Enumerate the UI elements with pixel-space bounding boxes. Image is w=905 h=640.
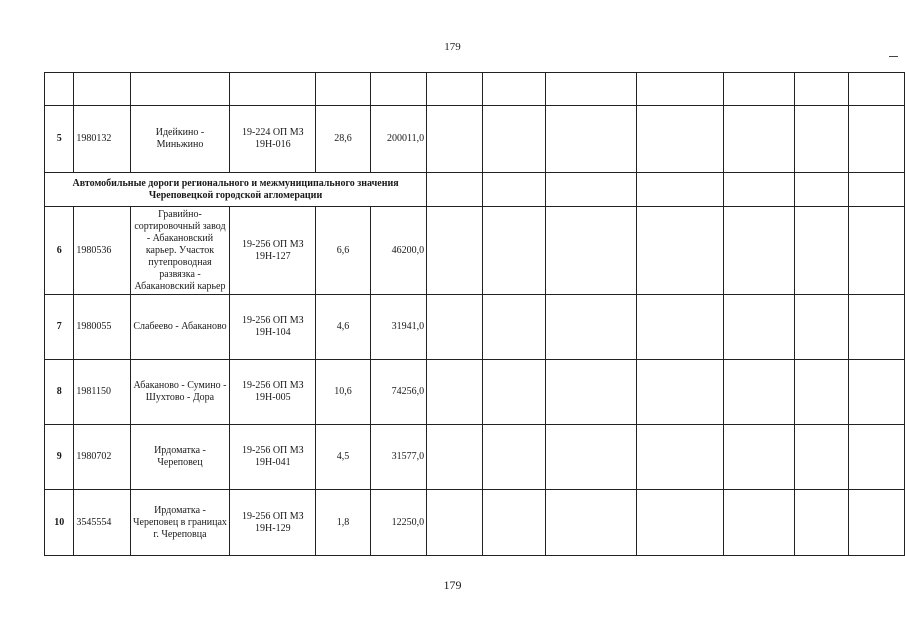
empty-cell — [427, 490, 482, 556]
road-code: 1981150 — [74, 360, 130, 425]
empty-cell — [427, 207, 482, 295]
road-name: Ирдоматка - Череповец — [130, 425, 230, 490]
road-identifier: 19-256 ОП МЗ 19Н-127 — [230, 207, 316, 295]
road-length: 6,6 — [316, 207, 370, 295]
empty-cell — [316, 73, 370, 106]
empty-cell — [74, 73, 130, 106]
road-name: Гравийно-сортировочный завод - Абакановский карьер. Участок путепроводная развязка - Абакановский карьер — [130, 207, 230, 295]
empty-cell — [724, 106, 795, 173]
empty-cell — [130, 73, 230, 106]
road-identifier: 19-256 ОП МЗ 19Н-129 — [230, 490, 316, 556]
table-row — [45, 295, 905, 360]
road-value: 200011,0 — [370, 106, 426, 173]
empty-cell — [45, 73, 74, 106]
road-value: 74256,0 — [370, 360, 426, 425]
section-row — [45, 173, 905, 207]
empty-cell — [427, 73, 482, 106]
empty-cell — [546, 207, 636, 295]
row-number: 9 — [45, 425, 74, 490]
empty-cell — [546, 106, 636, 173]
row-number: 5 — [45, 106, 74, 173]
empty-cell — [795, 173, 849, 207]
empty-cell — [795, 73, 849, 106]
road-code: 1980536 — [74, 207, 130, 295]
empty-cell — [546, 360, 636, 425]
empty-cell — [849, 207, 905, 295]
road-table — [44, 72, 905, 556]
empty-cell — [546, 73, 636, 106]
row-number: 10 — [45, 490, 74, 556]
road-code: 3545554 — [74, 490, 130, 556]
empty-cell — [724, 73, 795, 106]
road-value: 31577,0 — [370, 425, 426, 490]
road-identifier: 19-256 ОП МЗ 19Н-041 — [230, 425, 316, 490]
empty-cell — [849, 295, 905, 360]
row-number: 8 — [45, 360, 74, 425]
empty-cell — [427, 360, 482, 425]
road-length: 4,6 — [316, 295, 370, 360]
road-length: 4,5 — [316, 425, 370, 490]
empty-cell — [427, 106, 482, 173]
empty-cell — [795, 490, 849, 556]
empty-cell — [636, 425, 724, 490]
empty-cell — [482, 295, 545, 360]
empty-cell — [427, 173, 482, 207]
road-name: Идейкино - Миньжино — [130, 106, 230, 173]
row-number: 6 — [45, 207, 74, 295]
table-row — [45, 490, 905, 556]
empty-cell — [482, 360, 545, 425]
empty-cell — [724, 295, 795, 360]
empty-cell — [546, 490, 636, 556]
empty-cell — [849, 360, 905, 425]
empty-cell — [849, 425, 905, 490]
empty-cell — [636, 295, 724, 360]
empty-cell — [724, 173, 795, 207]
table-row — [45, 425, 905, 490]
empty-cell — [724, 207, 795, 295]
empty-cell — [636, 490, 724, 556]
road-value: 46200,0 — [370, 207, 426, 295]
road-value: 31941,0 — [370, 295, 426, 360]
empty-cell — [795, 425, 849, 490]
empty-cell — [795, 360, 849, 425]
road-code: 1980055 — [74, 295, 130, 360]
empty-cell — [724, 425, 795, 490]
empty-cell — [795, 106, 849, 173]
empty-cell — [849, 173, 905, 207]
empty-cell — [849, 490, 905, 556]
empty-cell — [636, 73, 724, 106]
empty-cell — [482, 106, 545, 173]
empty-cell — [546, 425, 636, 490]
road-name: Слабеево - Абаканово — [130, 295, 230, 360]
edge-mark — [889, 56, 898, 57]
empty-cell — [636, 360, 724, 425]
empty-cell — [230, 73, 316, 106]
empty-cell — [482, 425, 545, 490]
empty-cell — [482, 173, 545, 207]
road-identifier: 19-256 ОП МЗ 19Н-104 — [230, 295, 316, 360]
empty-cell — [636, 207, 724, 295]
section-title: Автомобильные дороги регионального и межмуниципального значения Череповецкой городской агломерации — [45, 173, 427, 207]
empty-cell — [724, 360, 795, 425]
empty-cell — [370, 73, 426, 106]
road-length: 10,6 — [316, 360, 370, 425]
page-number-bottom: 179 — [443, 578, 462, 592]
empty-cell — [724, 490, 795, 556]
road-identifier: 19-224 ОП МЗ 19Н-016 — [230, 106, 316, 173]
road-identifier: 19-256 ОП МЗ 19Н-005 — [230, 360, 316, 425]
table-row — [45, 106, 905, 173]
table-row — [45, 207, 905, 295]
empty-cell — [636, 106, 724, 173]
empty-cell — [795, 295, 849, 360]
empty-cell — [795, 207, 849, 295]
empty-cell — [546, 173, 636, 207]
road-code: 1980132 — [74, 106, 130, 173]
page-number-top: 179 — [444, 41, 461, 53]
empty-cell — [546, 295, 636, 360]
empty-cell — [849, 106, 905, 173]
empty-cell — [482, 73, 545, 106]
empty-cell — [482, 207, 545, 295]
road-name: Абаканово - Сумино - Шухтово - Дора — [130, 360, 230, 425]
road-value: 12250,0 — [370, 490, 426, 556]
road-length: 1,8 — [316, 490, 370, 556]
road-code: 1980702 — [74, 425, 130, 490]
road-name: Ирдоматка - Череповец в границах г. Череповца — [130, 490, 230, 556]
empty-cell — [849, 73, 905, 106]
empty-cell — [427, 295, 482, 360]
empty-cell — [482, 490, 545, 556]
table-header-row — [45, 73, 905, 106]
table-row — [45, 360, 905, 425]
empty-cell — [427, 425, 482, 490]
row-number: 7 — [45, 295, 74, 360]
road-length: 28,6 — [316, 106, 370, 173]
empty-cell — [636, 173, 724, 207]
